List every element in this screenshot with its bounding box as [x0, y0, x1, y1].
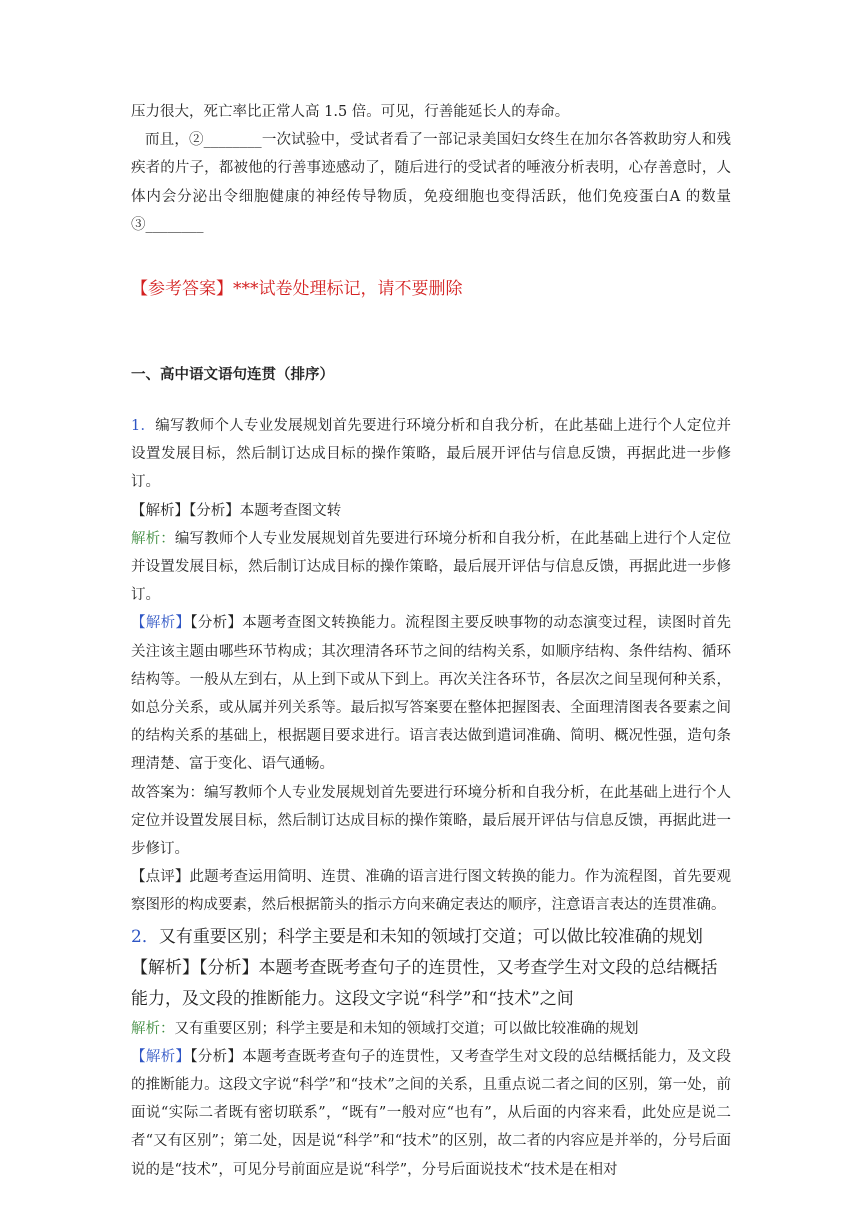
- question-1-number: 1．: [131, 418, 156, 435]
- question-2-number: 2．: [131, 926, 159, 947]
- question-1-analysis: 【解析】【分析】本题考查图文转换能力。流程图主要反映事物的动态演变过程，读图时首先关注该主题由哪些环节构成；其次理清各环节之间的结构关系，如顺序结构、条件结构、循环结构等。一般从左到右，从上到下或从下到上。再次关注各环节，各层次之间呈现何种关系，如总分关系，或从属并列关系等。最后拟写答案要在整体把握图表、全面理清图表各要素之间的结构关系的基础上，根据题目要求进行。语言表达做到遣词准确、简明、概况性强，造句条理清楚、富于变化、语气通畅。: [131, 615, 732, 773]
- question-2-text: 2．又有重要区别；科学主要是和未知的领域打交道；可以做比较准确的规划: [131, 926, 703, 947]
- document-content: [131, 98, 731, 1184]
- question-1-comment: 【点评】此题考查运用简明、连贯、准确的语言进行图文转换的能力。作为流程图，首先要观察图形的构成要素，然后根据箭头的指示方向来确定表达的顺序，注意语言表达的连贯准确。: [131, 869, 731, 914]
- question-1-jiexi-line: 【解析】【分析】本题考查图文转: [131, 502, 342, 519]
- question-2-analysis: 【解析】【分析】本题考查既考查句子的连贯性，又考查学生对文段的总结概括能力，及文段的推断能力。这段文字说“科学”和“技术”之间的关系，且重点说二者之间的区别，第一处，前面说“实际二者既有密切联系”，“既有”一般对应“也有”，从后面的内容来看，此处应是说二者“又有区别”；第二处，因是说“科学”和“技术”的区别，故二者的内容应是并举的，分号后面说的是“技术”，可见分号前面应是说“科学”，分号后面说技术“技术是在相对: [131, 1048, 732, 1178]
- question-1-jiexi: 解析：编写教师个人专业发展规划首先要进行环境分析和自我分析，在此基础上进行个人定位并设置发展目标，然后制订达成目标的操作策略，最后展开评估与信息反馈，再据此进一步修订。: [131, 530, 732, 604]
- question-2-jiexi-line: 【解析】【分析】本题考查既考查句子的连贯性，又考查学生对文段的总结概括能力，及文段的推断能力。这段文字说“科学”和“技术”之间: [131, 957, 718, 1009]
- question-1-answer: 故答案为：编写教师个人专业发展规划首先要进行环境分析和自我分析，在此基础上进行个人定位并设置发展目标，然后制订达成目标的操作策略，最后展开评估与信息反馈，再据此进一步修订。: [131, 784, 731, 858]
- question-2-jiexi: 解析：又有重要区别；科学主要是和未知的领域打交道；可以做比较准确的规划: [131, 1020, 639, 1037]
- question-1: [131, 412, 731, 920]
- analysis-label: 【解析】: [131, 615, 191, 632]
- section-title: 一、高中语文语句连贯（排序）: [131, 366, 334, 384]
- answer-header: 【参考答案】***试卷处理标记，请不要删除: [131, 279, 463, 300]
- top-line-1: 压力很大，死亡率比正常人高 1.5 倍。可见，行善能延长人的寿命。: [131, 104, 570, 120]
- question-2: [131, 922, 731, 1184]
- jiexi-label: 解析：: [131, 1020, 175, 1037]
- jiexi-label: 解析：: [131, 530, 175, 547]
- question-1-text: 1．编写教师个人专业发展规划首先要进行环境分析和自我分析，在此基础上进行个人定位并设置发展目标，然后制订达成目标的操作策略，最后展开评估与信息反馈，再据此进一步修订。: [131, 418, 731, 491]
- top-paragraph-2: 而且，②________一次试验中，受试者看了一部记录美国妇女终生在加尔各答救助穷人和残疾者的片子，都被他的行善事迹感动了，随后进行的受试者的唾液分析表明，心存善意时，人体内会分泌出令细胞健康的神经传导物质，免疫细胞也变得活跃，他们免疫蛋白A 的数量③________: [131, 132, 731, 233]
- analysis-label: 【解析】: [131, 1048, 191, 1065]
